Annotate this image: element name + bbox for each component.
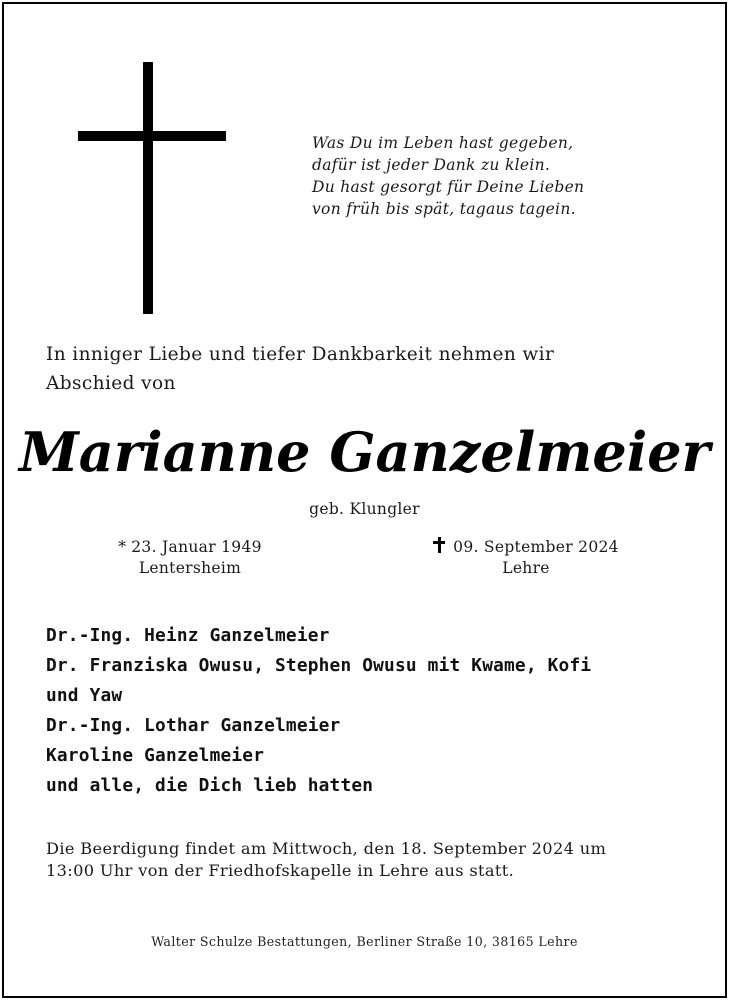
- birth-date: 23. Januar 1949: [131, 538, 262, 556]
- death-place: Lehre: [502, 559, 550, 577]
- birth-info: [40, 537, 340, 579]
- mourner-line: Dr. Franziska Owusu, Stephen Owusu mit Kwame, Kofi: [46, 655, 592, 676]
- funeral-details: [46, 838, 696, 882]
- birth-star-icon: *: [118, 538, 127, 556]
- mourner-line: Dr.-Ing. Lothar Ganzelmeier: [46, 715, 341, 736]
- undertaker-footer: Walter Schulze Bestattungen, Berliner Straße 10, 38165 Lehre: [151, 934, 578, 949]
- mourner-line: und Yaw: [46, 685, 123, 706]
- poem-line: von früh bis spät, tagaus tagein.: [312, 200, 576, 218]
- death-date: 09. September 2024: [453, 538, 619, 556]
- intro-line: Abschied von: [46, 373, 176, 394]
- mourner-line: Karoline Ganzelmeier: [46, 745, 265, 766]
- intro-line: In inniger Liebe und tiefer Dankbarkeit nehmen wir: [46, 344, 555, 365]
- mourner-line: und alle, die Dich lieb hatten: [46, 775, 374, 796]
- birth-place: Lentersheim: [138, 559, 242, 577]
- mourner-line: Dr.-Ing. Heinz Ganzelmeier: [46, 625, 330, 646]
- poem: [312, 132, 692, 220]
- funeral-line: 13:00 Uhr von der Friedhofskapelle in Lehre aus statt.: [46, 861, 515, 880]
- poem-line: Du hast gesorgt für Deine Lieben: [312, 178, 585, 196]
- mourners-list: [46, 621, 696, 801]
- cross-icon: [78, 62, 226, 314]
- maiden-name: geb. Klungler: [309, 500, 420, 518]
- death-cross-icon: [433, 537, 445, 553]
- intro-text: [46, 340, 686, 398]
- poem-line: dafür ist jeder Dank zu klein.: [312, 156, 551, 174]
- poem-line: Was Du im Leben hast gegeben,: [312, 134, 574, 152]
- deceased-name: Marianne Ganzelmeier: [18, 420, 711, 484]
- funeral-line: Die Beerdigung findet am Mittwoch, den 18. September 2024 um: [46, 839, 607, 858]
- death-info: [376, 537, 676, 579]
